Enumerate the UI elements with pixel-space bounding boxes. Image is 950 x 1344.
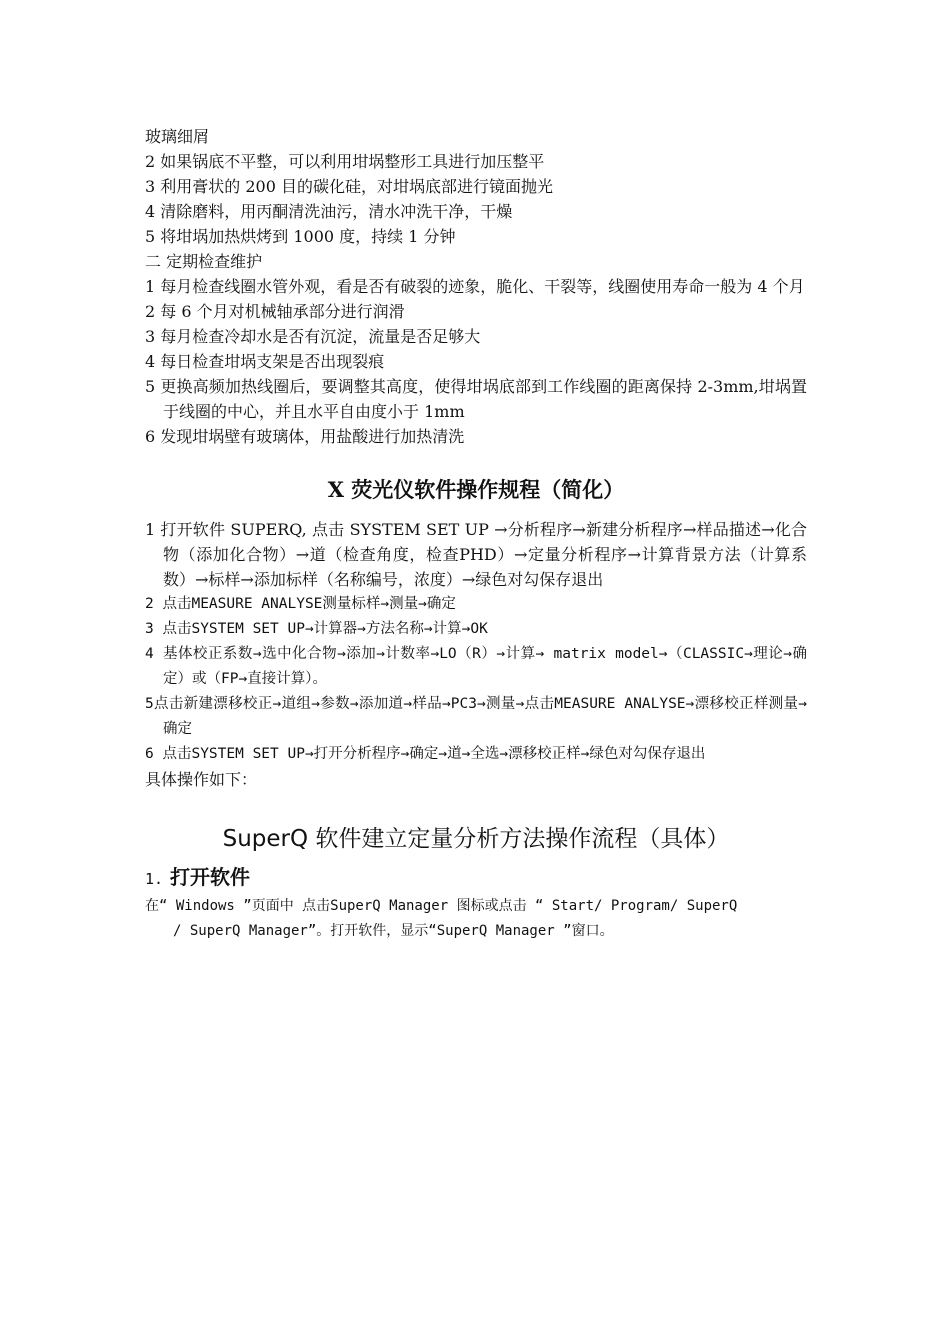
- section-heading: 二 定期检查维护: [145, 252, 263, 271]
- step-item: 1 打开软件 SUPERQ, 点击 SYSTEM SET UP →分析程序→新建分析程序→样品描述→化合物（添加化合物）→道（检查角度，检查PHD）→定量分析程序→计算背景方法（计算系数）→标样→添加标样（名称编号，浓度）→绿色对勾保存退出: [145, 520, 807, 589]
- list-item: 2 每 6 个月对机械轴承部分进行润滑: [145, 302, 405, 321]
- document-page: [145, 124, 807, 944]
- cleaning-section: [145, 124, 807, 274]
- text-line: 3 利用膏状的 200 目的碳化硅，对坩埚底部进行镜面抛光: [145, 177, 553, 196]
- list-item: 6 发现坩埚壁有玻璃体，用盐酸进行加热清洗: [145, 427, 465, 446]
- step-item: 4 基体校正系数→选中化合物→添加→计数率→LO（R）→计算→ matrix model→（CLASSIC→理论→确定）或（FP→直接计算）。: [145, 646, 807, 687]
- step-item: 3 点击SYSTEM SET UP→计算器→方法名称→计算→OK: [145, 621, 488, 637]
- procedure-title: X 荧光仪软件操作规程（简化）: [327, 477, 625, 502]
- text-line: 5 将坩埚加热烘烤到 1000 度，持续 1 分钟: [145, 227, 456, 246]
- step-item: 5点击新建漂移校正→道组→参数→添加道→样品→PC3→测量→点击MEASURE ANALYSE→漂移校正样测量→确定: [145, 696, 807, 737]
- list-item: 4 每日检查坩埚支架是否出现裂痕: [145, 352, 385, 371]
- list-item: 3 每月检查冷却水是否有沉淀，流量是否足够大: [145, 327, 481, 346]
- body-text: 在“ Windows ”页面中 点击SuperQ Manager 图标或点击 “ Start/ Program/ SuperQ: [145, 898, 738, 914]
- superq-title: SuperQ 软件建立定量分析方法操作流程（具体）: [222, 826, 730, 852]
- text-line: 玻璃细屑: [145, 127, 210, 146]
- step-item: 2 点击MEASURE ANALYSE测量标样→测量→确定: [145, 596, 456, 612]
- text-line: 4 清除磨料，用丙酮清洗油污，清水冲洗干净，干燥: [145, 202, 513, 221]
- procedure-footer: 具体操作如下：: [145, 770, 258, 789]
- subsection-title: 打开软件: [170, 865, 251, 889]
- list-item: 5 更换高频加热线圈后，要调整其高度，使得坩埚底部到工作线圈的距离保持 2-3mm,坩埚置于线圈的中心，并且水平自由度小于 1mm: [145, 377, 807, 421]
- maintenance-list: [145, 274, 807, 449]
- procedure-steps: [145, 517, 807, 792]
- subsection-heading: [145, 862, 807, 894]
- step-item: 6 点击SYSTEM SET UP→打开分析程序→确定→道→全选→漂移校正样→绿色对勾保存退出: [145, 746, 706, 762]
- body-text: / SuperQ Manager”。打开软件，显示“SuperQ Manager ”窗口。: [173, 923, 614, 939]
- text-line: 2 如果锅底不平整，可以利用坩埚整形工具进行加压整平: [145, 152, 545, 171]
- subsection-number: 1.: [145, 870, 164, 888]
- list-item: 1 每月检查线圈水管外观，看是否有破裂的迹象，脆化、干裂等，线圈使用寿命一般为 4 个月: [145, 277, 805, 296]
